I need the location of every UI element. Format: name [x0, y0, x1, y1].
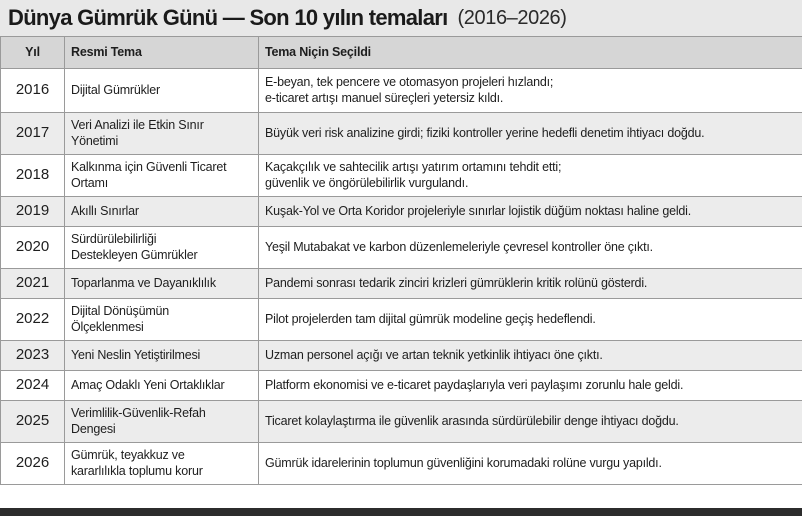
row-year: 2023: [1, 341, 65, 371]
table-row: [1, 69, 802, 113]
table-title: Dünya Gümrük Günü — Son 10 yılın temaları: [8, 5, 448, 30]
row-theme: Toparlanma ve Dayanıklılık: [65, 269, 259, 299]
row-reason: Pandemi sonrası tedarik zinciri krizleri gümrüklerin kritik rolünü gösterdi.: [259, 269, 802, 299]
table-row: [1, 443, 802, 485]
row-reason: Kuşak-Yol ve Orta Koridor projeleriyle sınırlar lojistik düğüm noktası haline geldi.: [259, 197, 802, 227]
header-reason: Tema Niçin Seçildi: [259, 37, 802, 69]
row-theme: Dijital Gümrükler: [65, 69, 259, 113]
row-reason: Kaçakçılık ve sahtecilik artışı yatırım ortamını tehdit etti; güvenlik ve öngörülebilirlik vurgulandı.: [259, 155, 802, 197]
row-year: 2026: [1, 443, 65, 485]
row-year: 2025: [1, 401, 65, 443]
row-year: 2021: [1, 269, 65, 299]
row-reason: E-beyan, tek pencere ve otomasyon projeleri hızlandı; e-ticaret artışı manuel süreçleri yetersiz kıldı.: [259, 69, 802, 113]
row-reason: Uzman personel açığı ve artan teknik yetkinlik ihtiyacı öne çıktı.: [259, 341, 802, 371]
table-row: [1, 227, 802, 269]
row-theme: Kalkınma için Güvenli Ticaret Ortamı: [65, 155, 259, 197]
themes-table: [0, 36, 802, 485]
table-title-bar: [0, 0, 802, 36]
row-reason: Gümrük idarelerinin toplumun güvenliğini korumadaki rolüne vurgu yapıldı.: [259, 443, 802, 485]
row-year: 2024: [1, 371, 65, 401]
row-theme: Akıllı Sınırlar: [65, 197, 259, 227]
row-theme: Verimlilik-Güvenlik-Refah Dengesi: [65, 401, 259, 443]
row-year: 2019: [1, 197, 65, 227]
row-year: 2020: [1, 227, 65, 269]
table-row: [1, 401, 802, 443]
row-year: 2018: [1, 155, 65, 197]
row-reason: Pilot projelerden tam dijital gümrük modeline geçiş hedeflendi.: [259, 299, 802, 341]
table-row: [1, 113, 802, 155]
row-reason: Büyük veri risk analizine girdi; fiziki kontroller yerine hedefli denetim ihtiyacı doğdu.: [259, 113, 802, 155]
table-body: [1, 69, 802, 485]
header-theme: Resmi Tema: [65, 37, 259, 69]
table-title-range: (2016–2026): [457, 6, 567, 29]
row-year: 2017: [1, 113, 65, 155]
bottom-rule: [0, 508, 802, 516]
row-theme: Veri Analizi ile Etkin Sınır Yönetimi: [65, 113, 259, 155]
row-theme: Amaç Odaklı Yeni Ortaklıklar: [65, 371, 259, 401]
table-row: [1, 197, 802, 227]
row-theme: Gümrük, teyakkuz ve kararlılıkla toplumu korur: [65, 443, 259, 485]
row-reason: Platform ekonomisi ve e-ticaret paydaşlarıyla veri paylaşımı zorunlu hale geldi.: [259, 371, 802, 401]
row-year: 2016: [1, 69, 65, 113]
table-header-row: [1, 37, 802, 69]
row-reason: Yeşil Mutabakat ve karbon düzenlemeleriyle çevresel kontroller öne çıktı.: [259, 227, 802, 269]
table-row: [1, 341, 802, 371]
row-theme: Dijital Dönüşümün Ölçeklenmesi: [65, 299, 259, 341]
table-row: [1, 269, 802, 299]
row-year: 2022: [1, 299, 65, 341]
row-theme: Sürdürülebilirliği Destekleyen Gümrükler: [65, 227, 259, 269]
header-year: Yıl: [1, 37, 65, 69]
table-row: [1, 299, 802, 341]
table-row: [1, 371, 802, 401]
row-reason: Ticaret kolaylaştırma ile güvenlik arasında sürdürülebilir denge ihtiyacı doğdu.: [259, 401, 802, 443]
table-row: [1, 155, 802, 197]
row-theme: Yeni Neslin Yetiştirilmesi: [65, 341, 259, 371]
